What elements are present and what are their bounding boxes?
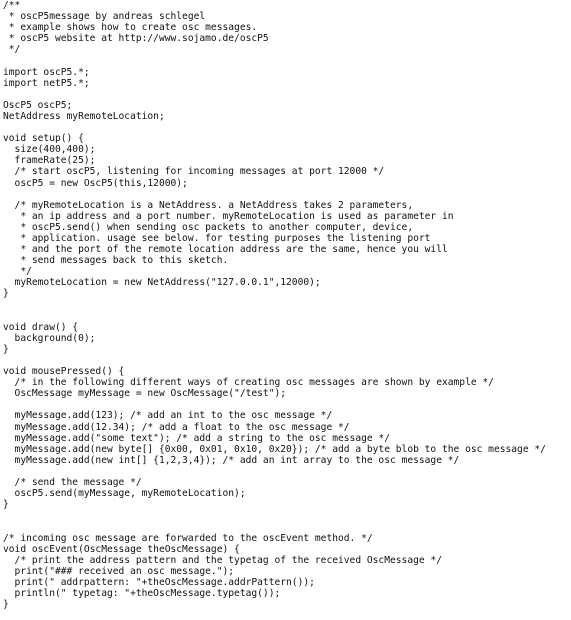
code-line: * an ip address and a port number. myRemoteLocation is used as parameter in (3, 210, 454, 222)
code-line: OscP5 oscP5; (3, 99, 73, 111)
code-line: * application. usage see below. for testing purposes the listening port (3, 232, 431, 244)
code-line (3, 399, 569, 410)
code-line: print("### received an osc message."); (3, 565, 235, 577)
code-line: frameRate(25); (3, 155, 96, 167)
code-line (3, 89, 569, 100)
code-line: } (3, 499, 9, 511)
code-line: * send messages back to this sketch. (3, 255, 229, 267)
code-line: /* print the address pattern and the typetag of the received OscMessage */ (3, 554, 442, 566)
code-line (3, 122, 569, 133)
code-line: * oscP5 website at http://www.sojamo.de/oscP5 (3, 33, 269, 45)
code-line: oscP5.send(myMessage, myRemoteLocation); (3, 488, 246, 500)
source-code-listing (3, 0, 569, 620)
code-line: */ (3, 44, 21, 56)
code-line: size(400,400); (3, 144, 96, 156)
code-line: * and the port of the remote location address are the same, hence you will (3, 244, 448, 256)
code-line: * oscP5.send() when sending osc packets to another computer, device, (3, 221, 414, 233)
code-line: myMessage.add(12.34); /* add a float to the osc message */ (3, 421, 350, 433)
code-line (3, 521, 569, 532)
code-line: * oscP5message by andreas schlegel (3, 11, 206, 23)
code-line: */ (3, 266, 32, 278)
code-line: import oscP5.*; (3, 66, 90, 78)
code-line: /** (3, 0, 21, 11)
code-line (3, 510, 569, 521)
code-line: println(" typetag: "+theOscMessage.typetag()); (3, 587, 281, 599)
code-line: /* incoming osc message are forwarded to the oscEvent method. */ (3, 532, 373, 544)
code-line (3, 466, 569, 477)
code-line: /* start oscP5, listening for incoming messages at port 12000 */ (3, 166, 385, 178)
code-line: void setup() { (3, 133, 84, 145)
code-line: import netP5.*; (3, 77, 90, 89)
code-line: void draw() { (3, 321, 79, 333)
code-line: myMessage.add(new int[] {1,2,3,4}); /* add an int array to the osc message */ (3, 454, 460, 466)
code-line: oscP5 = new OscP5(this,12000); (3, 177, 188, 189)
code-line: myRemoteLocation = new NetAddress("127.0.0.1",12000); (3, 277, 321, 289)
code-line: /* in the following different ways of creating osc messages are shown by example */ (3, 377, 494, 389)
code-line (3, 55, 569, 66)
code-line: void mousePressed() { (3, 366, 125, 378)
code-line: OscMessage myMessage = new OscMessage("/test"); (3, 388, 287, 400)
code-line: void oscEvent(OscMessage theOscMessage) { (3, 543, 240, 555)
code-line: print(" addrpattern: "+theOscMessage.addrPattern()); (3, 576, 315, 588)
code-line (3, 189, 569, 200)
code-line: myMessage.add("some text"); /* add a string to the osc message */ (3, 432, 390, 444)
code-line (3, 311, 569, 322)
code-line: } (3, 343, 9, 355)
code-line: } (3, 599, 9, 611)
code-line: background(0); (3, 332, 96, 344)
code-line: /* myRemoteLocation is a NetAddress. a NetAddress takes 2 parameters, (3, 199, 414, 211)
code-line (3, 300, 569, 311)
code-line: myMessage.add(123); /* add an int to the osc message */ (3, 410, 333, 422)
code-line: } (3, 288, 9, 300)
code-line: /* send the message */ (3, 477, 142, 489)
code-line (3, 355, 569, 366)
code-line: myMessage.add(new byte[] {0x00, 0x01, 0x10, 0x20}); /* add a byte blob to the osc message */ (3, 443, 546, 455)
code-line: NetAddress myRemoteLocation; (3, 110, 165, 122)
code-line: * example shows how to create osc messages. (3, 22, 258, 34)
